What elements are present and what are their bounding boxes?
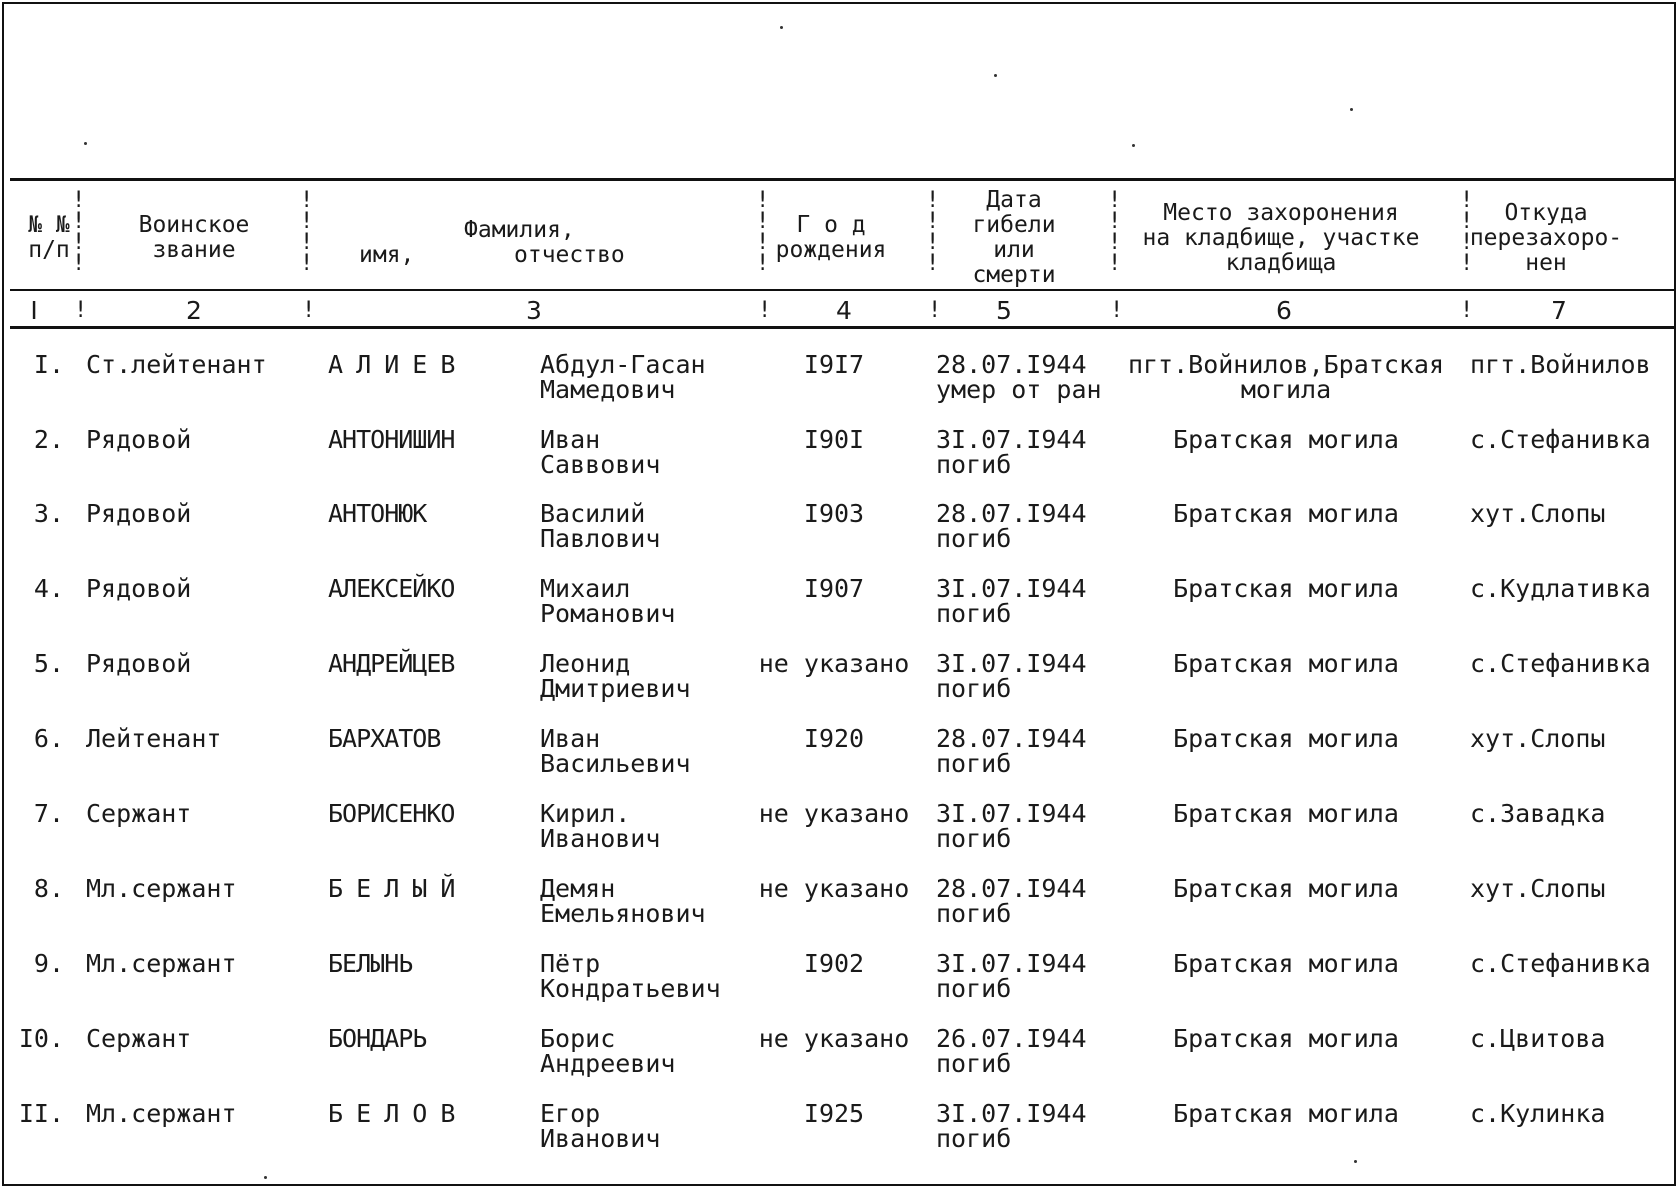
header-col-fullname: Фамилия, имя, отчество xyxy=(359,217,625,268)
row-name: Абдул-Гасан Мамедович xyxy=(540,350,706,404)
row-birth-year: I9I7 xyxy=(803,350,865,379)
row-death-date: 26.07.I944 погиб xyxy=(936,1024,1087,1078)
row-name: Демян Емельянович xyxy=(540,874,706,928)
row-birth-year: I903 xyxy=(803,499,865,528)
row-rank: Лейтенант xyxy=(86,724,222,753)
row-burial-place: Братская могила xyxy=(1173,949,1399,978)
table-row xyxy=(4,726,1678,800)
row-surname: АНДРЕЙЦЕВ xyxy=(328,649,455,678)
row-burial-place: пгт.Войнилов,Братская могила xyxy=(1127,350,1445,404)
column-numbers-bottom-rule xyxy=(10,326,1674,329)
row-birth-year: не указано xyxy=(758,649,910,678)
row-reburied-from: с.Стефанивка xyxy=(1470,949,1651,978)
header-col-death-date: Дата гибели или смерти xyxy=(972,187,1056,288)
row-burial-place: Братская могила xyxy=(1173,874,1399,903)
row-death-date: 3I.07.I944 погиб xyxy=(936,649,1087,703)
row-number: II. xyxy=(18,1099,64,1128)
row-name: Егор Иванович xyxy=(540,1099,661,1153)
table-row xyxy=(4,801,1678,875)
row-burial-place: Братская могила xyxy=(1173,574,1399,603)
row-rank: Рядовой xyxy=(86,499,192,528)
table-row xyxy=(4,651,1678,725)
scan-speck xyxy=(264,1176,267,1179)
row-surname: АНТОНЮК xyxy=(328,499,427,528)
row-burial-place: Братская могила xyxy=(1173,425,1399,454)
header-col-reburied-from: Откуда перезахоро- нен xyxy=(1469,199,1623,276)
row-birth-year: I902 xyxy=(803,949,865,978)
table-row xyxy=(4,1101,1678,1175)
row-death-date: 28.07.I944 погиб xyxy=(936,499,1087,553)
row-burial-place: Братская могила xyxy=(1173,1024,1399,1053)
row-birth-year: не указано xyxy=(758,799,910,828)
row-death-date: 3I.07.I944 погиб xyxy=(936,799,1087,853)
row-reburied-from: с.Кулинка xyxy=(1470,1099,1606,1128)
row-death-date: 3I.07.I944 погиб xyxy=(936,574,1087,628)
row-rank: Мл.сержант xyxy=(86,949,237,978)
row-reburied-from: с.Цвитова xyxy=(1470,1024,1606,1053)
header-separator: ! ! ! ! xyxy=(1108,188,1122,276)
row-number: 8. xyxy=(33,874,64,903)
column-number: 6 xyxy=(1276,296,1292,325)
row-reburied-from: с.Завадка xyxy=(1470,799,1606,828)
table-row xyxy=(4,501,1678,575)
header-separator: ! ! ! ! xyxy=(72,188,86,276)
row-rank: Мл.сержант xyxy=(86,1099,237,1128)
row-burial-place: Братская могила xyxy=(1173,724,1399,753)
table-top-rule xyxy=(10,178,1674,181)
table-row xyxy=(4,876,1678,950)
row-rank: Ст.лейтенант xyxy=(86,350,267,379)
column-number: 2 xyxy=(186,296,202,325)
row-birth-year: I925 xyxy=(803,1099,865,1128)
row-birth-year: не указано xyxy=(758,1024,910,1053)
row-death-date: 3I.07.I944 погиб xyxy=(936,949,1087,1003)
row-number: 2. xyxy=(33,425,64,454)
row-number: 6. xyxy=(33,724,64,753)
scan-speck xyxy=(84,142,87,145)
row-rank: Мл.сержант xyxy=(86,874,237,903)
header-separator: ! ! ! ! xyxy=(926,188,940,276)
scan-speck xyxy=(780,26,783,29)
header-col-rank: Воинское звание xyxy=(138,212,250,263)
table-row xyxy=(4,352,1678,426)
row-burial-place: Братская могила xyxy=(1173,1099,1399,1128)
scan-speck xyxy=(1350,108,1353,111)
row-name: Иван Саввович xyxy=(540,425,661,479)
row-reburied-from: хут.Слопы xyxy=(1470,724,1606,753)
column-number: 3 xyxy=(526,296,542,325)
row-surname: Б Е Л Ы Й xyxy=(328,874,455,903)
header-col-burial-place: Место захоронения на кладбище, участке кладбища xyxy=(1142,199,1420,276)
row-name: Иван Васильевич xyxy=(540,724,691,778)
row-number: I0. xyxy=(18,1024,64,1053)
row-name: Пётр Кондратьевич xyxy=(540,949,721,1003)
row-birth-year: I920 xyxy=(803,724,865,753)
header-separator: ! ! ! ! xyxy=(1460,188,1474,276)
row-surname: БОНДАРЬ xyxy=(328,1024,427,1053)
row-death-date: 28.07.I944 умер от ран xyxy=(936,350,1102,404)
row-number: 4. xyxy=(33,574,64,603)
row-surname: АЛЕКСЕЙКО xyxy=(328,574,455,603)
row-rank: Сержант xyxy=(86,799,192,828)
row-reburied-from: с.Стефанивка xyxy=(1470,425,1651,454)
table-row xyxy=(4,427,1678,501)
row-birth-year: I907 xyxy=(803,574,865,603)
column-number: 5 xyxy=(996,296,1012,325)
header-separator: ! ! ! ! xyxy=(756,188,770,276)
row-surname: А Л И Е В xyxy=(328,350,455,379)
row-birth-year: I90I xyxy=(803,425,865,454)
row-burial-place: Братская могила xyxy=(1173,499,1399,528)
row-death-date: 28.07.I944 погиб xyxy=(936,874,1087,928)
header-separator: ! ! ! ! xyxy=(300,188,314,276)
number-separator: ! xyxy=(928,298,942,323)
number-separator: ! xyxy=(302,298,316,323)
row-surname: БЕЛЫНЬ xyxy=(328,949,413,978)
row-name: Леонид Дмитриевич xyxy=(540,649,691,703)
number-separator: ! xyxy=(1460,298,1474,323)
row-rank: Сержант xyxy=(86,1024,192,1053)
row-name: Михаил Романович xyxy=(540,574,676,628)
row-name: Кирил. Иванович xyxy=(540,799,661,853)
row-rank: Рядовой xyxy=(86,425,192,454)
row-reburied-from: с.Стефанивка xyxy=(1470,649,1651,678)
row-name: Борис Андреевич xyxy=(540,1024,676,1078)
table-row xyxy=(4,951,1678,1025)
row-reburied-from: пгт.Войнилов xyxy=(1470,350,1651,379)
row-birth-year: не указано xyxy=(758,874,910,903)
scan-speck xyxy=(994,74,997,77)
number-separator: ! xyxy=(758,298,772,323)
column-number: I xyxy=(30,296,38,325)
scan-speck xyxy=(1354,1160,1357,1163)
row-surname: БАРХАТОВ xyxy=(328,724,441,753)
row-number: 3. xyxy=(33,499,64,528)
header-col-number: № № п/п xyxy=(28,212,70,263)
table-row xyxy=(4,1026,1678,1100)
row-surname: БОРИСЕНКО xyxy=(328,799,455,828)
row-number: I. xyxy=(33,350,64,379)
scan-speck xyxy=(1132,144,1135,147)
row-surname: Б Е Л О В xyxy=(328,1099,455,1128)
row-death-date: 28.07.I944 погиб xyxy=(936,724,1087,778)
header-col-birth-year: Г о д рождения xyxy=(775,212,887,263)
header-bottom-rule xyxy=(10,289,1674,291)
row-name: Василий Павлович xyxy=(540,499,661,553)
row-reburied-from: с.Кудлативка xyxy=(1470,574,1651,603)
row-number: 5. xyxy=(33,649,64,678)
table-row xyxy=(4,576,1678,650)
number-separator: ! xyxy=(74,298,88,323)
row-rank: Рядовой xyxy=(86,649,192,678)
row-reburied-from: хут.Слопы xyxy=(1470,499,1606,528)
document-page xyxy=(2,2,1676,1186)
row-burial-place: Братская могила xyxy=(1173,649,1399,678)
row-death-date: 3I.07.I944 погиб xyxy=(936,425,1087,479)
row-rank: Рядовой xyxy=(86,574,192,603)
row-number: 9. xyxy=(33,949,64,978)
row-reburied-from: хут.Слопы xyxy=(1470,874,1606,903)
row-burial-place: Братская могила xyxy=(1173,799,1399,828)
row-death-date: 3I.07.I944 погиб xyxy=(936,1099,1087,1153)
column-number: 7 xyxy=(1551,296,1567,325)
row-number: 7. xyxy=(33,799,64,828)
column-number: 4 xyxy=(836,296,852,325)
row-surname: АНТОНИШИН xyxy=(328,425,455,454)
number-separator: ! xyxy=(1110,298,1124,323)
